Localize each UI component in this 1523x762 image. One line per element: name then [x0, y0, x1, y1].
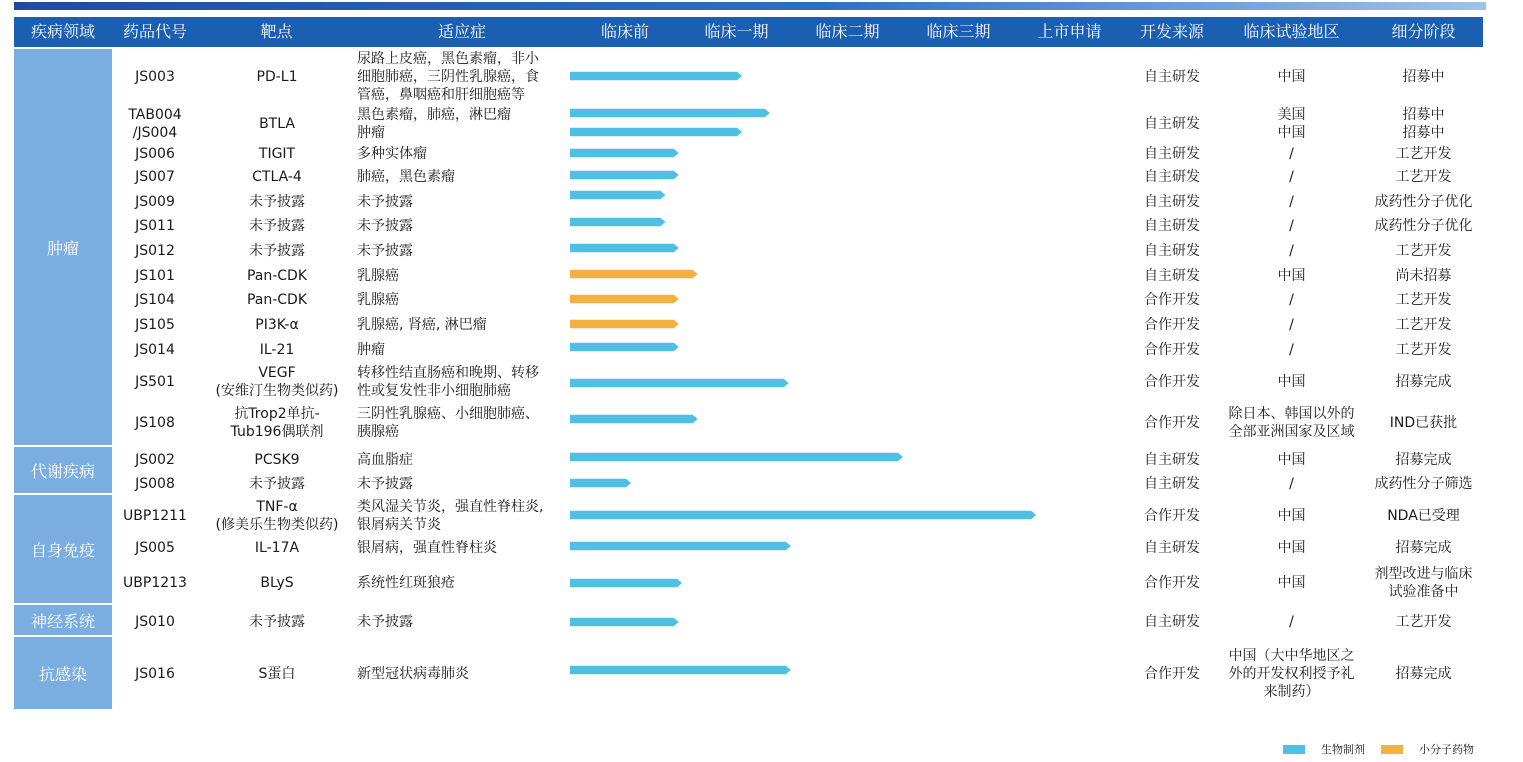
drug-code: UBP1213 — [123, 575, 187, 591]
drug-code: JS003 — [135, 69, 175, 85]
drug-code: JS016 — [135, 666, 175, 682]
drug-code: TAB004 /JS004 — [128, 107, 182, 141]
sub-stage: 招募中 招募中 — [1402, 107, 1445, 141]
sub-stage: 工艺开发 — [1395, 342, 1452, 358]
dev-source: 合作开发 — [1144, 415, 1200, 431]
pipeline-bar — [570, 109, 770, 118]
header-disease: 疾病领域 — [30, 22, 95, 41]
sub-stage: 招募完成 — [1395, 374, 1452, 390]
drug-target: VEGF (安维汀生物类似药) — [215, 365, 339, 399]
drug-code: JS012 — [135, 242, 175, 259]
header-phase2: 临床二期 — [815, 22, 880, 41]
drug-target: Pan-CDK — [246, 267, 308, 284]
drug-code: JS011 — [135, 218, 175, 234]
trial-region: / — [1289, 242, 1294, 259]
trial-region: 中国（大中华地区之 外的开发权利授予礼 来制药） — [1228, 648, 1355, 700]
legend-swatch-bio — [1283, 745, 1305, 754]
drug-target: CTLA-4 — [252, 169, 302, 185]
pipeline-bar — [570, 666, 791, 675]
indication: 未予披露 — [357, 614, 413, 630]
dev-source: 合作开发 — [1144, 575, 1200, 591]
drug-code: JS007 — [135, 169, 175, 185]
sub-stage: 工艺开发 — [1395, 292, 1452, 308]
trial-region: 中国 — [1277, 508, 1306, 524]
indication: 乳腺癌, 肾癌, 淋巴瘤 — [357, 316, 487, 333]
indication: 未予披露 — [357, 242, 413, 259]
drug-code: JS014 — [135, 342, 175, 358]
drug-target: BLyS — [260, 575, 294, 591]
pipeline-bar — [570, 379, 789, 388]
sub-stage: 成药性分子筛选 — [1374, 475, 1473, 492]
trial-region: 中国 — [1277, 575, 1306, 591]
drug-target: IL-21 — [259, 342, 295, 358]
header-phase1: 临床一期 — [704, 22, 769, 41]
drug-code: JS105 — [135, 316, 175, 333]
indication: 系统性红斑狼疮 — [357, 575, 455, 591]
header-code: 药品代号 — [122, 22, 187, 41]
drug-code: JS009 — [135, 193, 175, 210]
trial-region: 美国 中国 — [1277, 107, 1306, 141]
dev-source: 合作开发 — [1144, 666, 1200, 682]
sub-stage: 招募中 — [1402, 69, 1445, 85]
drug-target: Pan-CDK — [246, 292, 308, 308]
pipeline-bar — [570, 270, 698, 279]
drug-target: 未予披露 — [249, 193, 305, 210]
indication: 多种实体瘤 — [357, 146, 427, 162]
sub-stage: 工艺开发 — [1395, 146, 1452, 162]
dev-source: 自主研发 — [1144, 475, 1200, 492]
drug-target: IL-17A — [254, 540, 300, 556]
pipeline-bar — [570, 479, 631, 488]
drug-target: 未予披露 — [249, 242, 305, 259]
pipeline-bar — [570, 618, 679, 627]
drug-code: JS108 — [135, 415, 175, 431]
dev-source: 自主研发 — [1144, 116, 1200, 132]
drug-code: JS006 — [135, 146, 175, 162]
dev-source: 合作开发 — [1144, 508, 1200, 524]
drug-target: TIGIT — [258, 146, 296, 162]
header-phase3: 临床三期 — [926, 22, 991, 41]
trial-region: / — [1289, 614, 1294, 630]
legend-label-small: 小分子药物 — [1419, 743, 1474, 756]
header-preclinical: 临床前 — [600, 22, 649, 41]
pipeline-bar — [570, 149, 679, 158]
indication: 转移性结直肠癌和晚期、转移 性或复发性非小细胞肺癌 — [357, 365, 539, 399]
drug-code: JS101 — [135, 267, 175, 284]
drug-code: JS010 — [135, 614, 175, 630]
dev-source: 自主研发 — [1144, 69, 1200, 85]
legend-swatch-small — [1381, 745, 1403, 754]
dev-source: 自主研发 — [1144, 193, 1200, 210]
drug-code: JS005 — [135, 540, 175, 556]
dev-source: 自主研发 — [1144, 267, 1200, 284]
trial-region: / — [1289, 218, 1294, 234]
sub-stage: NDA已受理 — [1387, 508, 1460, 524]
header-target: 靶点 — [260, 22, 293, 41]
sub-stage: 成药性分子优化 — [1374, 193, 1473, 210]
legend — [1283, 740, 1490, 758]
indication: 黑色素瘤，肺癌，淋巴瘤 肿瘤 — [357, 107, 511, 141]
disease-autoimmune: 自身免疫 — [14, 495, 112, 603]
dev-source: 自主研发 — [1144, 169, 1200, 185]
drug-target: PI3K-α — [255, 316, 299, 333]
sub-stage: 成药性分子优化 — [1374, 218, 1473, 234]
dev-source: 自主研发 — [1144, 218, 1200, 234]
drug-code: JS501 — [135, 374, 175, 390]
indication: 银屑病，强直性脊柱炎 — [357, 540, 497, 556]
pipeline-bar — [570, 320, 679, 329]
trial-region: 中国 — [1277, 451, 1306, 468]
pipeline-bar — [570, 244, 679, 253]
sub-stage: 招募完成 — [1395, 451, 1452, 468]
trial-region: 中国 — [1277, 267, 1306, 284]
indication: 肺癌，黑色素瘤 — [357, 169, 455, 185]
pipeline-bar — [570, 218, 665, 227]
trial-region: / — [1289, 475, 1294, 492]
indication: 类风湿关节炎，强直性脊柱炎, 银屑病关节炎 — [357, 499, 544, 533]
header-indication: 适应症 — [437, 22, 486, 41]
dev-source: 自主研发 — [1144, 146, 1200, 162]
pipeline-bar — [570, 72, 742, 81]
pipeline-bar — [570, 542, 791, 551]
header-region: 临床试验地区 — [1243, 22, 1340, 41]
indication: 肿瘤 — [357, 342, 385, 358]
sub-stage: 尚未招募 — [1395, 267, 1452, 284]
pipeline-bar — [570, 128, 742, 137]
dev-source: 合作开发 — [1144, 316, 1200, 333]
trial-region: / — [1289, 146, 1294, 162]
indication: 尿路上皮癌，黑色素瘤，非小 细胞肺癌，三阴性乳腺癌，食 管癌，鼻咽癌和肝细胞癌等 — [357, 51, 539, 103]
dev-source: 自主研发 — [1144, 540, 1200, 556]
indication: 未予披露 — [357, 193, 413, 210]
dev-source: 合作开发 — [1144, 292, 1200, 308]
indication: 高血脂症 — [357, 451, 413, 468]
trial-region: 中国 — [1277, 69, 1306, 85]
disease-neuro: 神经系统 — [14, 605, 112, 635]
drug-target: 未予披露 — [249, 475, 305, 492]
pipeline-bar — [570, 453, 903, 462]
legend-label-bio: 生物制剂 — [1321, 743, 1365, 756]
dev-source: 自主研发 — [1144, 614, 1200, 630]
sub-stage: 剂型改进与临床 试验准备中 — [1374, 566, 1473, 600]
indication: 三阴性乳腺癌、小细胞肺癌、 胰腺癌 — [357, 406, 539, 440]
trial-region: / — [1289, 169, 1294, 185]
drug-code: JS002 — [135, 451, 175, 468]
sub-stage: 招募完成 — [1395, 666, 1452, 682]
drug-target: 抗Trop2单抗- Tub196偶联剂 — [230, 406, 324, 440]
drug-target: BTLA — [259, 116, 295, 132]
drug-target: TNF-α (修美乐生物类似药) — [215, 499, 339, 533]
pipeline-bar — [570, 511, 1036, 520]
dev-source: 合作开发 — [1144, 374, 1200, 390]
sub-stage: 工艺开发 — [1395, 614, 1452, 630]
drug-target: PCSK9 — [254, 451, 300, 468]
trial-region: / — [1289, 193, 1294, 210]
trial-region: 中国 — [1277, 374, 1306, 390]
sub-stage: 招募完成 — [1395, 540, 1452, 556]
dev-source: 自主研发 — [1144, 451, 1200, 468]
indication: 乳腺癌 — [357, 267, 399, 284]
drug-code: JS104 — [135, 292, 175, 308]
disease-anti-infective: 抗感染 — [14, 637, 112, 709]
header-source: 开发来源 — [1139, 22, 1204, 41]
sub-stage: 工艺开发 — [1395, 316, 1452, 333]
header-stage: 细分阶段 — [1391, 22, 1456, 41]
trial-region: / — [1289, 316, 1294, 333]
drug-code: UBP1211 — [123, 508, 187, 524]
dev-source: 合作开发 — [1144, 342, 1200, 358]
trial-region: 中国 — [1277, 540, 1306, 556]
disease-metabolic: 代谢疾病 — [14, 447, 112, 493]
sub-stage: 工艺开发 — [1395, 169, 1452, 185]
indication: 未予披露 — [357, 475, 413, 492]
trial-region: / — [1289, 342, 1294, 358]
trial-region: 除日本、韩国以外的 全部亚洲国家及区域 — [1228, 406, 1355, 440]
pipeline-bar — [570, 191, 665, 200]
indication: 乳腺癌 — [357, 292, 399, 308]
drug-code: JS008 — [135, 475, 175, 492]
drug-target: S蛋白 — [258, 666, 296, 682]
sub-stage: 工艺开发 — [1395, 242, 1452, 259]
drug-target: 未予披露 — [249, 218, 305, 234]
pipeline-bar — [570, 171, 679, 180]
pipeline-bar — [570, 295, 679, 304]
trial-region: / — [1289, 292, 1294, 308]
indication: 未予披露 — [357, 218, 413, 234]
drug-target: 未予披露 — [249, 614, 305, 630]
dev-source: 自主研发 — [1144, 242, 1200, 259]
pipeline-bar — [570, 579, 682, 588]
drug-target: PD-L1 — [256, 69, 298, 85]
pipeline-bar — [570, 343, 679, 352]
pipeline-bar — [570, 415, 698, 424]
sub-stage: IND已获批 — [1389, 415, 1458, 431]
disease-oncology: 肿瘤 — [14, 49, 112, 445]
header-filing: 上市申请 — [1037, 22, 1102, 41]
indication: 新型冠状病毒肺炎 — [357, 666, 469, 682]
